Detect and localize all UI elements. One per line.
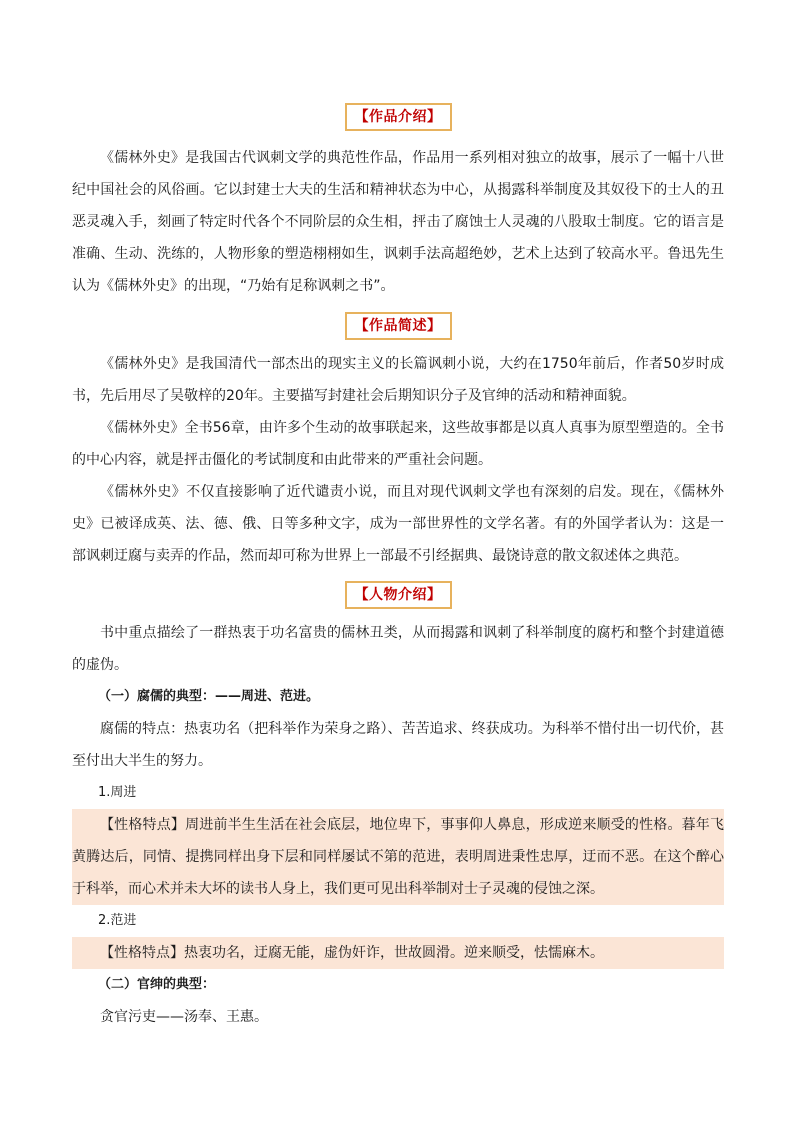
subsection-desc-2: 贪官污吏——汤奉、王惠。 [100,1009,268,1025]
section-heading-intro: 【作品介绍】 [345,103,452,131]
section-heading-characters: 【人物介绍】 [345,581,452,609]
character-traits-zhoujin: 【性格特点】周进前半生生活在社会底层，地位卑下，事事仰人鼻息，形成逆来顺受的性格。暮年飞黄腾达后，同情、提携同样出身下层和同样屡试不第的范进，表明周进秉性忠厚，迂而不恶。在这个醉心于科举，而心术并未大坏的读书人身上，我们更可见出科举制对士子灵魂的侵蚀之深。 [72,809,724,905]
summary-paragraph-1: 《儒林外史》是我国清代一部杰出的现实主义的长篇讽刺小说，大约在1750年前后，作者50岁时成书，先后用尽了吴敬梓的20年。主要描写封建社会后期知识分子及官绅的活动和精神面貌。 [72,356,724,404]
character-label-fanjin: 2.范进 [98,913,137,928]
section-summary [72,312,724,340]
subsection-title-1: （一）腐儒的典型：——周进、范进。 [98,689,320,704]
characters-intro: 书中重点描绘了一群热衷于功名富贵的儒林丑类，从而揭露和讽刺了科举制度的腐朽和整个封建道德的虚伪。 [72,625,724,673]
section-heading-summary: 【作品简述】 [345,312,452,340]
subsection-title-2: （二）官绅的典型： [98,977,216,992]
subsection-desc-1: 腐儒的特点：热衷功名（把科举作为荣身之路）、苦苦追求、终获成功。为科举不惜付出一切代价，甚至付出大半生的努力。 [72,721,724,769]
summary-paragraph-3: 《儒林外史》不仅直接影响了近代谴责小说，而且对现代讽刺文学也有深刻的启发。现在，《儒林外史》已被译成英、法、德、俄、日等多种文字，成为一部世界性的文学名著。有的外国学者认为：这是一部讽刺迂腐与卖弄的作品，然而却可称为世界上一部最不引经据典、最饶诗意的散文叙述体之典范。 [72,484,724,564]
character-label-zhoujin: 1.周进 [98,785,137,800]
character-traits-fanjin: 【性格特点】热衷功名，迂腐无能，虚伪奸诈，世故圆滑。逆来顺受，怯懦麻木。 [72,937,724,969]
section-intro [72,103,724,131]
summary-paragraph-2: 《儒林外史》全书56章，由许多个生动的故事联起来，这些故事都是以真人真事为原型塑造的。全书的中心内容，就是抨击僵化的考试制度和由此带来的严重社会问题。 [72,420,724,468]
document-page [72,0,724,1033]
section-characters [72,581,724,609]
intro-paragraph: 《儒林外史》是我国古代讽刺文学的典范性作品，作品用一系列相对独立的故事，展示了一幅十八世纪中国社会的风俗画。它以封建士大夫的生活和精神状态为中心，从揭露科举制度及其奴役下的士人的丑恶灵魂入手，刻画了特定时代各个不同阶层的众生相，抨击了腐蚀士人灵魂的八股取士制度。它的语言是准确、生动、洗练的，人物形象的塑造栩栩如生，讽刺手法高超绝妙，艺术上达到了较高水平。鲁迅先生认为《儒林外史》的出现，“乃始有足称讽刺之书”。 [72,150,724,294]
